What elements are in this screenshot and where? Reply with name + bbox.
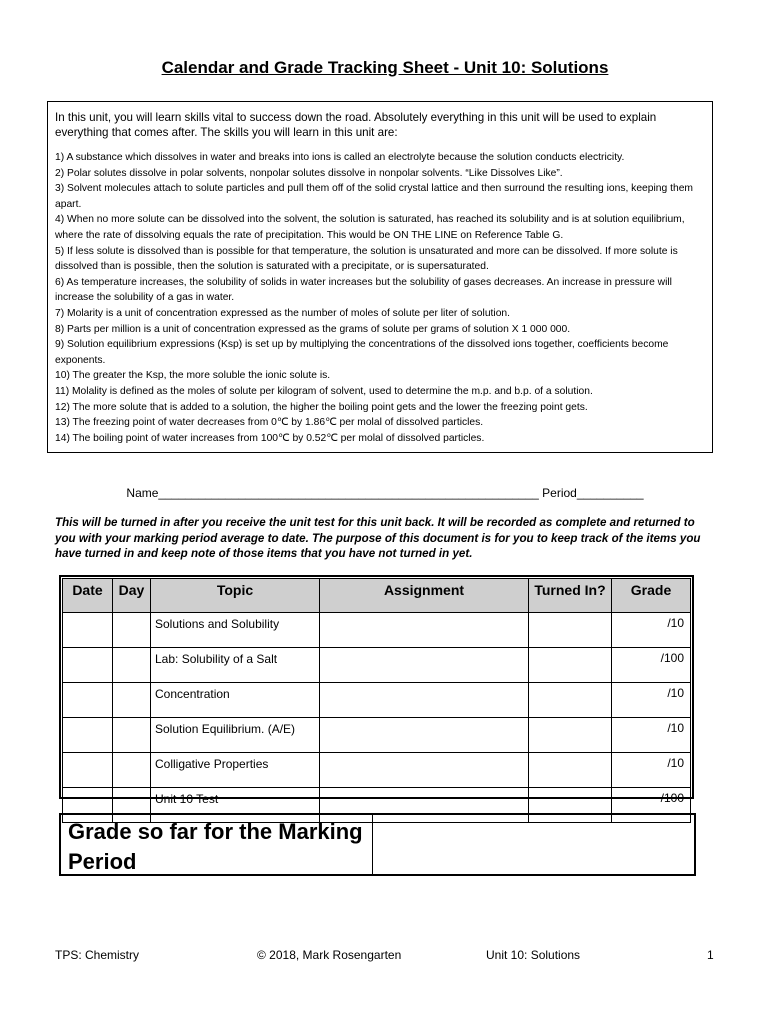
- skill-item: 5) If less solute is dissolved than is possible for that temperature, the solution is unsaturated and more can be dissolved. If more solute is dissolved than is possible, then the solution is saturated with a precipitate, or is supersaturated.: [55, 245, 678, 273]
- table-row: [63, 753, 691, 788]
- topic-cell: Solutions and Solubility: [151, 613, 320, 648]
- topic-cell: Solution Equilibrium. (A/E): [151, 718, 320, 753]
- date-cell[interactable]: [63, 683, 113, 718]
- instructions-text: This will be turned in after you receive the unit test for this unit back. It will be recorded as complete and returned to you with your marking period average to date. The purpose of this document is for you to keep track of the items you have turned in and keep note of those items that you have not turned in yet.: [55, 516, 701, 560]
- grade-cell[interactable]: /10: [612, 683, 691, 718]
- day-cell[interactable]: [113, 753, 151, 788]
- header-day: Day: [113, 579, 151, 613]
- grade-cell[interactable]: /10: [612, 718, 691, 753]
- header-date: Date: [63, 579, 113, 613]
- intro-paragraph: In this unit, you will learn skills vital to success down the road. Absolutely everything in this unit will be used to explain everything that comes after. The skills you will learn in this unit are:: [55, 111, 657, 139]
- skill-item: 1) A substance which dissolves in water and breaks into ions is called an electrolyte because the solution conducts electricity.: [55, 152, 625, 163]
- table-row: [63, 613, 691, 648]
- date-cell[interactable]: [63, 613, 113, 648]
- topic-cell: Colligative Properties: [151, 753, 320, 788]
- table-header-row: [63, 579, 691, 613]
- summary-label: Grade so far for the Marking Period: [61, 815, 373, 874]
- marking-period-summary: [59, 813, 696, 876]
- table-row: [63, 718, 691, 753]
- skills-box: [47, 101, 713, 453]
- skill-item: 6) As temperature increases, the solubility of solids in water increases but the solubility of gases decreases. An increase in pressure will increase the solubility of a gas in water.: [55, 276, 672, 304]
- assignment-cell[interactable]: [320, 613, 529, 648]
- footer-page-number: 1: [707, 948, 714, 962]
- day-cell[interactable]: [113, 683, 151, 718]
- assignment-cell[interactable]: [320, 718, 529, 753]
- table-row: [63, 683, 691, 718]
- turned-in-cell[interactable]: [529, 718, 612, 753]
- grade-cell[interactable]: /100: [612, 788, 691, 823]
- date-cell[interactable]: [63, 718, 113, 753]
- skill-item: 9) Solution equilibrium expressions (Ksp) is set up by multiplying the concentrations of the dissolved ions together, coefficients become exponents.: [55, 339, 669, 366]
- day-cell[interactable]: [113, 613, 151, 648]
- topic-cell: Lab: Solubility of a Salt: [151, 648, 320, 683]
- name-period-line[interactable]: Name_________________________________________________________ Period__________: [126, 486, 644, 500]
- footer-copyright: © 2018, Mark Rosengarten: [257, 948, 402, 962]
- skill-item: 10) The greater the Ksp, the more soluble the ionic solute is.: [55, 370, 331, 382]
- header-topic: Topic: [151, 579, 320, 613]
- header-grade: Grade: [612, 579, 691, 613]
- date-cell[interactable]: [63, 648, 113, 683]
- topic-cell: Unit 10 Test: [151, 788, 320, 823]
- assignment-cell[interactable]: [320, 683, 529, 718]
- skill-item: 14) The boiling point of water increases from 100℃ by 0.52℃ per molal of dissolved particles.: [55, 432, 485, 444]
- turned-in-cell[interactable]: [529, 683, 612, 718]
- assignment-cell[interactable]: [320, 648, 529, 683]
- skill-item: 8) Parts per million is a unit of concentration expressed as the grams of solute per grams of solution X 1 000 000.: [55, 323, 571, 335]
- header-turned-in: Turned In?: [529, 579, 612, 613]
- grade-table: [59, 575, 694, 806]
- grade-cell[interactable]: /10: [612, 613, 691, 648]
- turned-in-cell[interactable]: [529, 753, 612, 788]
- grade-cell[interactable]: /10: [612, 753, 691, 788]
- summary-grade-field[interactable]: [373, 815, 694, 874]
- day-cell[interactable]: [113, 648, 151, 683]
- header-assignment: Assignment: [320, 579, 529, 613]
- skill-item: 13) The freezing point of water decreases from 0℃ by 1.86℃ per molal of dissolved particles.: [55, 417, 484, 429]
- skill-item: 2) Polar solutes dissolve in polar solvents, nonpolar solutes dissolve in nonpolar solvents. “Like Dissolves Like”.: [55, 167, 563, 179]
- date-cell[interactable]: [63, 753, 113, 788]
- skills-list: [55, 150, 705, 446]
- page-title: Calendar and Grade Tracking Sheet - Unit 10: Solutions: [161, 58, 609, 77]
- topic-cell: Concentration: [151, 683, 320, 718]
- footer-unit: Unit 10: Solutions: [486, 948, 581, 962]
- assignment-cell[interactable]: [320, 753, 529, 788]
- day-cell[interactable]: [113, 718, 151, 753]
- skill-item: 7) Molarity is a unit of concentration expressed as the number of moles of solute per liter of solution.: [55, 307, 511, 319]
- skill-item: 12) The more solute that is added to a solution, the higher the boiling point gets and the lower the freezing point gets.: [55, 401, 588, 413]
- turned-in-cell[interactable]: [529, 648, 612, 683]
- skill-item: 3) Solvent molecules attach to solute particles and pull them off of the solid crystal lattice and then surround the resulting ions, keeping them apart.: [55, 183, 694, 210]
- skill-item: 4) When no more solute can be dissolved into the solvent, the solution is saturated, has reached its solubility and is at solution equilibrium, where the rate of dissolving equals the rate of precipitation. This would be ON THE LINE on Reference Table G.: [55, 214, 685, 241]
- grade-cell[interactable]: /100: [612, 648, 691, 683]
- table-row: [63, 648, 691, 683]
- footer-course: TPS: Chemistry: [55, 948, 140, 962]
- turned-in-cell[interactable]: [529, 613, 612, 648]
- skill-item: 11) Molality is defined as the moles of solute per kilogram of solvent, used to determine the m.p. and b.p. of a solution.: [55, 385, 593, 397]
